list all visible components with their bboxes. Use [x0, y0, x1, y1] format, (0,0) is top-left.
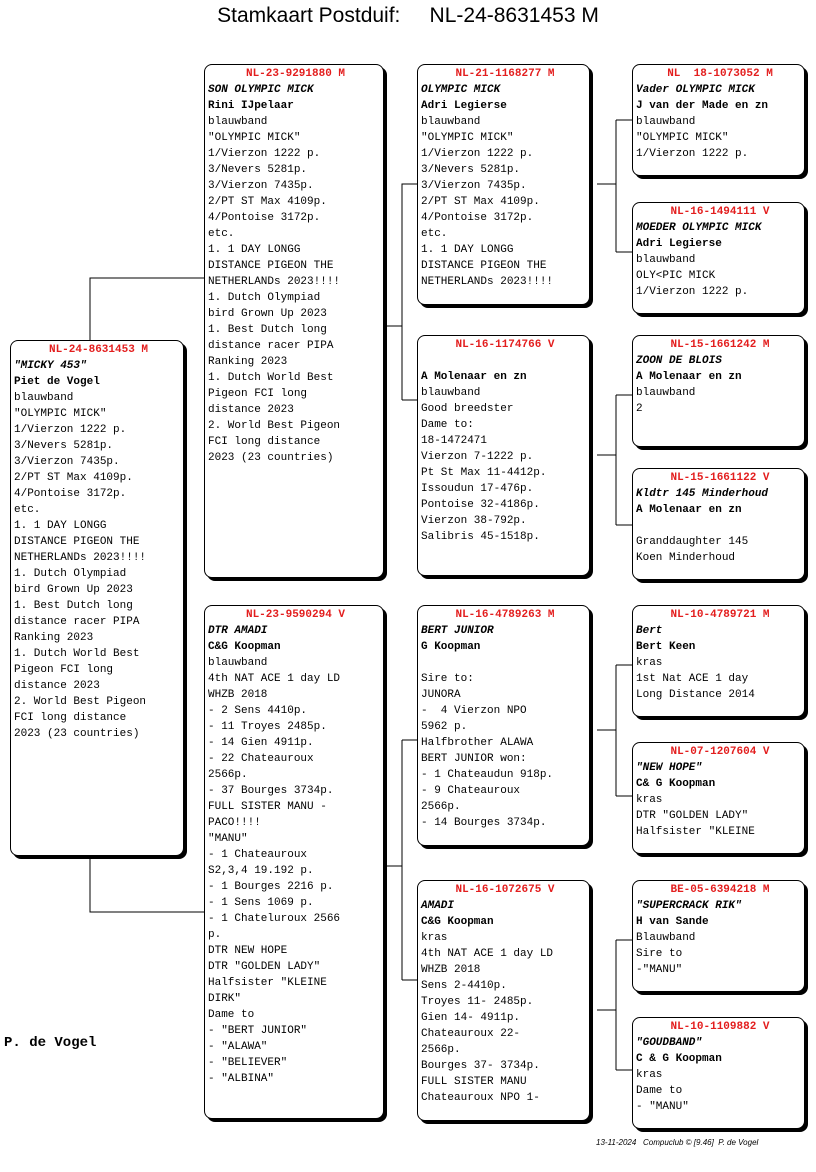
detail-line	[636, 518, 804, 534]
subject-details	[14, 390, 183, 742]
detail-line: Chateauroux NPO 1-	[421, 1092, 540, 1104]
detail-line: 2. World Best Pigeon	[208, 420, 341, 432]
detail-line: BERT JUNIOR won:	[421, 753, 527, 765]
detail-line: 1/Vierzon 1222 p.	[636, 286, 749, 298]
dam-sire-owner: G Koopman	[421, 641, 481, 653]
detail-line: FCI long distance	[14, 712, 127, 724]
dss-owner: Bert Keen	[636, 641, 696, 653]
subject-ring-number: NL-24-8631453 M	[48, 344, 149, 356]
ddd-card	[632, 1017, 805, 1129]
detail-line: blauwband	[208, 116, 268, 128]
detail-line: 1/Vierzon 1222 p.	[421, 148, 534, 160]
detail-line: "OLYMPIC MICK"	[636, 132, 729, 144]
detail-line: Gien 14- 4911p.	[421, 1012, 521, 1024]
sds-details	[636, 385, 804, 417]
dam-name: DTR AMADI	[208, 625, 268, 637]
detail-line: Troyes 11- 2485p.	[421, 996, 534, 1008]
sire-card	[204, 64, 384, 578]
detail-line: Issoudun 17-476p.	[421, 483, 534, 495]
sss-details	[636, 114, 804, 162]
detail-line: blauwband	[636, 254, 696, 266]
detail-line: distance 2023	[208, 404, 294, 416]
ssd-owner: Adri Legierse	[636, 238, 722, 250]
detail-line: DIRK"	[208, 993, 242, 1005]
dam-sire-details	[421, 655, 589, 831]
dam-dam-details	[421, 930, 589, 1106]
detail-line: S2,3,4 19.192 p.	[208, 865, 314, 877]
detail-line: 3/Vierzon 7435p.	[14, 456, 120, 468]
detail-line: Vierzon 38-792p.	[421, 515, 527, 527]
detail-line: 2023 (23 countries)	[14, 728, 140, 740]
detail-line: 4/Pontoise 3172p.	[208, 212, 321, 224]
detail-line: - 14 Bourges 3734p.	[421, 817, 547, 829]
detail-line: JUNORA	[421, 689, 461, 701]
dss-details	[636, 655, 804, 703]
detail-line: - 9 Chateauroux	[421, 785, 521, 797]
detail-line: Sire to:	[421, 673, 474, 685]
sss-name: Vader OLYMPIC MICK	[636, 84, 755, 96]
detail-line: NETHERLANDs 2023!!!!	[14, 552, 147, 564]
dds-name: "SUPERCRACK RIK"	[636, 900, 742, 912]
detail-line: NETHERLANDs 2023!!!!	[208, 276, 341, 288]
detail-line: Halfsister "KLEINE	[636, 826, 755, 838]
detail-line: etc.	[208, 228, 235, 240]
detail-line: FULL SISTER MANU -	[208, 801, 327, 813]
dam-card	[204, 605, 384, 1119]
detail-line: 1/Vierzon 1222 p.	[14, 424, 127, 436]
dam-dam-owner: C&G Koopman	[421, 916, 494, 928]
detail-line: Pt St Max 11-4412p.	[421, 467, 547, 479]
detail-line: kras	[421, 932, 448, 944]
detail-line: Dame to	[636, 1085, 683, 1097]
detail-line: - 14 Gien 4911p.	[208, 737, 314, 749]
detail-line: "OLYMPIC MICK"	[14, 408, 107, 420]
detail-line: Pontoise 32-4186p.	[421, 499, 540, 511]
detail-line: DTR NEW HOPE	[208, 945, 288, 957]
dam-dam-ring-number: NL-16-1072675 V	[455, 884, 555, 896]
footer-credit: 13-11-2024 Compuclub © [9.46] P. de Vogel	[596, 1138, 759, 1147]
detail-line: 3/Nevers 5281p.	[421, 164, 521, 176]
detail-line: - 37 Bourges 3734p.	[208, 785, 334, 797]
dds-card	[632, 880, 805, 992]
dam-owner: C&G Koopman	[208, 641, 281, 653]
subject-name: "MICKY 453"	[14, 360, 87, 372]
detail-line: 1st Nat ACE 1 day	[636, 673, 749, 685]
detail-line: 1. Dutch World Best	[208, 372, 334, 384]
detail-line: 4/Pontoise 3172p.	[421, 212, 534, 224]
dsd-name: "NEW HOPE"	[636, 762, 703, 774]
ssd-card	[632, 202, 805, 314]
sire-sire-card	[417, 64, 590, 305]
detail-line: DTR "GOLDEN LADY"	[636, 810, 749, 822]
dam-sire-name: BERT JUNIOR	[421, 625, 494, 637]
sss-owner: J van der Made en zn	[636, 100, 769, 112]
sds-owner: A Molenaar en zn	[636, 371, 742, 383]
detail-line: FCI long distance	[208, 436, 321, 448]
detail-line: 3/Vierzon 7435p.	[208, 180, 314, 192]
detail-line: 1. 1 DAY LONGG	[421, 244, 514, 256]
detail-line: kras	[636, 657, 663, 669]
detail-line: WHZB 2018	[421, 964, 481, 976]
detail-line: Bourges 37- 3734p.	[421, 1060, 540, 1072]
detail-line: DISTANCE PIGEON THE	[208, 260, 334, 272]
detail-line: Blauwband	[636, 932, 696, 944]
detail-line: - 1 Chateaudun 918p.	[421, 769, 554, 781]
detail-line: 2/PT ST Max 4109p.	[14, 472, 133, 484]
detail-line: etc.	[14, 504, 41, 516]
detail-line: WHZB 2018	[208, 689, 268, 701]
detail-line: bird Grown Up 2023	[208, 308, 327, 320]
detail-line: blauwband	[14, 392, 74, 404]
sire-dam-owner: A Molenaar en zn	[421, 371, 527, 383]
detail-line: - "BERT JUNIOR"	[208, 1025, 308, 1037]
sdd-owner: A Molenaar en zn	[636, 504, 742, 516]
detail-line: "OLYMPIC MICK"	[421, 132, 514, 144]
subject-card	[10, 340, 184, 856]
detail-line: "MANU"	[208, 833, 248, 845]
detail-line: -"MANU"	[636, 964, 683, 976]
detail-line: - "MANU"	[636, 1101, 689, 1113]
dam-dam-name: AMADI	[421, 900, 455, 912]
dds-ring-number: BE-05-6394218 M	[670, 884, 770, 896]
ddd-details	[636, 1067, 804, 1115]
detail-line: "OLYMPIC MICK"	[208, 132, 301, 144]
sire-dam-ring-number: NL-16-1174766 V	[455, 339, 555, 351]
sdd-card	[632, 468, 805, 580]
detail-line: 2566p.	[421, 1044, 461, 1056]
detail-line: Ranking 2023	[208, 356, 288, 368]
dss-name: Bert	[636, 625, 663, 637]
detail-line: Granddaughter 145	[636, 536, 749, 548]
detail-line: 1. 1 DAY LONGG	[14, 520, 107, 532]
detail-line: DISTANCE PIGEON THE	[421, 260, 547, 272]
detail-line: - 11 Troyes 2485p.	[208, 721, 327, 733]
detail-line: p.	[208, 929, 222, 941]
ddd-ring-number: NL-10-1109882 V	[670, 1021, 770, 1033]
detail-line: DTR "GOLDEN LADY"	[208, 961, 321, 973]
detail-line: 4th NAT ACE 1 day LD	[421, 948, 554, 960]
detail-line: 2/PT ST Max 4109p.	[421, 196, 540, 208]
detail-line: 1. Best Dutch long	[14, 600, 133, 612]
detail-line: 3/Vierzon 7435p.	[421, 180, 527, 192]
detail-line: - "ALBINA"	[208, 1073, 275, 1085]
connector-subject-dam	[90, 856, 204, 912]
detail-line: - 4 Vierzon NPO	[421, 705, 527, 717]
detail-line: Halfsister "KLEINE	[208, 977, 327, 989]
detail-line: Vierzon 7-1222 p.	[421, 451, 534, 463]
dsd-owner: C& G Koopman	[636, 778, 716, 790]
detail-line: blauwband	[421, 116, 481, 128]
detail-line: 1/Vierzon 1222 p.	[636, 148, 749, 160]
detail-line: - 1 Chateluroux 2566	[208, 913, 341, 925]
ssd-ring-number: NL-16-1494111 V	[670, 206, 770, 218]
detail-line: 5962 p.	[421, 721, 468, 733]
sss-card	[632, 64, 805, 176]
detail-line: kras	[636, 1069, 663, 1081]
detail-line: 1. Dutch Olympiad	[14, 568, 127, 580]
detail-line: PACO!!!!	[208, 817, 261, 829]
dds-owner: H van Sande	[636, 916, 709, 928]
detail-line: - 2 Sens 4410p.	[208, 705, 308, 717]
connector-sire-grandparents	[384, 184, 417, 326]
detail-line: 1. Best Dutch long	[208, 324, 327, 336]
detail-line: Sens 2-4410p.	[421, 980, 507, 992]
detail-line: distance racer PIPA	[208, 340, 334, 352]
sire-owner: Rini IJpelaar	[208, 100, 294, 112]
dam-ring-number: NL-23-9590294 V	[245, 609, 346, 621]
sire-dam-card	[417, 335, 590, 576]
dsd-details	[636, 792, 804, 840]
detail-line: Dame to:	[421, 419, 474, 431]
sire-sire-owner: Adri Legierse	[421, 100, 507, 112]
detail-line: blauwband	[421, 387, 481, 399]
ddd-owner: C & G Koopman	[636, 1053, 722, 1065]
detail-line: OLY<PIC MICK	[636, 270, 716, 282]
detail-line: distance racer PIPA	[14, 616, 140, 628]
detail-line: FULL SISTER MANU	[421, 1076, 527, 1088]
dds-details	[636, 930, 804, 978]
sds-ring-number: NL-15-1661242 M	[670, 339, 770, 351]
sire-sire-ring-number: NL-21-1168277 M	[455, 68, 555, 80]
detail-line: Salibris 45-1518p.	[421, 531, 540, 543]
dsd-ring-number: NL-07-1207604 V	[670, 746, 770, 758]
detail-line: 1. 1 DAY LONGG	[208, 244, 301, 256]
ssd-name: MOEDER OLYMPIC MICK	[636, 222, 762, 234]
dam-sire-card	[417, 605, 590, 846]
detail-line: - 22 Chateauroux	[208, 753, 314, 765]
detail-line: Sire to	[636, 948, 683, 960]
detail-line: 2566p.	[421, 801, 461, 813]
subject-owner: Piet de Vogel	[14, 376, 100, 388]
detail-line: Koen Minderhoud	[636, 552, 736, 564]
detail-line: DISTANCE PIGEON THE	[14, 536, 140, 548]
detail-line: - 1 Bourges 2216 p.	[208, 881, 334, 893]
page-title: Stamkaart Postduif: NL-24-8631453 M	[217, 4, 599, 27]
detail-line: 3/Nevers 5281p.	[14, 440, 114, 452]
sire-sire-name: OLYMPIC MICK	[421, 84, 501, 96]
detail-line: blauwband	[636, 387, 696, 399]
dam-sire-ring-number: NL-16-4789263 M	[455, 609, 555, 621]
sire-dam-details	[421, 385, 589, 545]
sds-card	[632, 335, 805, 447]
detail-line: Dame to	[208, 1009, 255, 1021]
sdd-details	[636, 518, 804, 566]
detail-line: 3/Nevers 5281p.	[208, 164, 308, 176]
detail-line: Pigeon FCI long	[14, 664, 114, 676]
connector-subject-sire	[90, 278, 204, 340]
detail-line: 2/PT ST Max 4109p.	[208, 196, 327, 208]
detail-line: 1. Dutch Olympiad	[208, 292, 321, 304]
breeder-name: P. de Vogel	[4, 1035, 97, 1051]
sds-name: ZOON DE BLOIS	[636, 355, 722, 367]
detail-line: 2023 (23 countries)	[208, 452, 334, 464]
detail-line: Long Distance 2014	[636, 689, 755, 701]
sire-dam-name	[421, 353, 589, 369]
detail-line: NETHERLANDs 2023!!!!	[421, 276, 554, 288]
dam-dam-card	[417, 880, 590, 1121]
sdd-ring-number: NL-15-1661122 V	[670, 472, 770, 484]
detail-line: 2566p.	[208, 769, 248, 781]
detail-line: 1. Dutch World Best	[14, 648, 140, 660]
sss-ring-number: NL 18-1073052 M	[667, 68, 773, 80]
detail-line: 2. World Best Pigeon	[14, 696, 147, 708]
detail-line: blauwband	[636, 116, 696, 128]
detail-line: Good breedster	[421, 403, 514, 415]
sire-details	[208, 114, 383, 466]
ddd-name: "GOUDBAND"	[636, 1037, 703, 1049]
detail-line: 2	[636, 403, 643, 415]
ssd-details	[636, 252, 804, 300]
sdd-name: Kldtr 145 Minderhoud	[636, 488, 769, 500]
detail-line: - "ALAWA"	[208, 1041, 268, 1053]
dsd-card	[632, 742, 805, 854]
sire-name: SON OLYMPIC MICK	[208, 84, 314, 96]
detail-line: Chateauroux 22-	[421, 1028, 521, 1040]
detail-line: kras	[636, 794, 663, 806]
detail-line: etc.	[421, 228, 448, 240]
detail-line: Pigeon FCI long	[208, 388, 308, 400]
detail-line	[421, 655, 589, 671]
detail-line: 18-1472471	[421, 435, 488, 447]
sire-sire-details	[421, 114, 589, 290]
dss-card	[632, 605, 805, 717]
detail-line: distance 2023	[14, 680, 100, 692]
detail-line: - "BELIEVER"	[208, 1057, 288, 1069]
detail-line: Ranking 2023	[14, 632, 94, 644]
detail-line: - 1 Sens 1069 p.	[208, 897, 314, 909]
dss-ring-number: NL-10-4789721 M	[670, 609, 770, 621]
dam-details	[208, 655, 383, 1087]
detail-line: 1/Vierzon 1222 p.	[208, 148, 321, 160]
detail-line: 4/Pontoise 3172p.	[14, 488, 127, 500]
detail-line: bird Grown Up 2023	[14, 584, 133, 596]
detail-line: blauwband	[208, 657, 268, 669]
detail-line: Halfbrother ALAWA	[421, 737, 534, 749]
sire-ring-number: NL-23-9291880 M	[245, 68, 346, 80]
detail-line: - 1 Chateauroux	[208, 849, 308, 861]
detail-line: 4th NAT ACE 1 day LD	[208, 673, 341, 685]
